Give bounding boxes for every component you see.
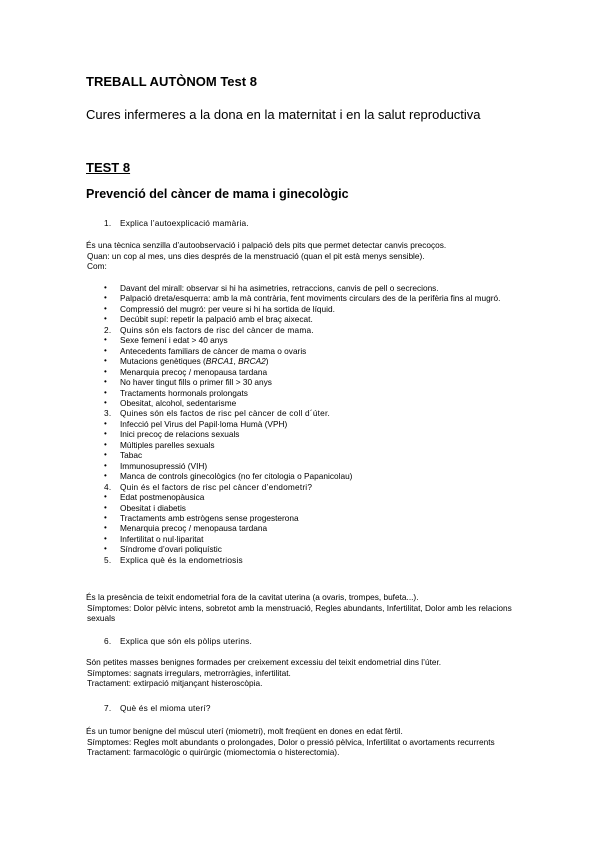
- bullet-text: Menarquia precoç / menopausa tardana: [120, 366, 268, 377]
- bullet-text: Obesitat, alcohol, sedentarisme: [120, 397, 237, 408]
- question-text: Quines són els factos de risc pel càncer de coll d´úter.: [120, 408, 330, 419]
- question-text: Explica que són els pòlips uterins.: [120, 636, 252, 646]
- bullet-item: [104, 523, 524, 533]
- bullet-text: Tractaments hormonals prolongats: [120, 387, 248, 398]
- answer-1: [86, 240, 526, 272]
- bullet-text: Davant del mirall: observar si hi ha asimetries, retraccions, canvis de pell o secrecions.: [120, 283, 439, 293]
- question-number: 1.: [104, 218, 112, 228]
- paragraph-line: Símptomes: Dolor pèlvic intens, sobretot amb la menstruació, Regles abundants, Infertilitat, Dolor amb les relacions sexuals: [87, 602, 512, 623]
- bullet-item: [104, 492, 524, 502]
- question-number: 4.: [104, 481, 112, 492]
- document-title: TREBALL AUTÒNOM Test 8: [86, 74, 257, 89]
- bullet-item: [104, 398, 524, 408]
- question-text: Quin és el factors de risc pel càncer d’endometri?: [120, 481, 313, 492]
- bullet-text: Tractaments amb estrògens sense progesterona: [120, 512, 299, 523]
- bullet-item: [104, 440, 524, 450]
- paragraph-line: És una tècnica senzilla d’autoobservació i palpació dels pits que permet detectar canvis precoços.: [86, 240, 447, 250]
- question-number: 2.: [104, 324, 112, 335]
- gene-name: BRCA2: [238, 356, 266, 367]
- bullet-item: [104, 335, 524, 345]
- gene-name: BRCA1: [205, 356, 234, 367]
- question-item: [104, 482, 524, 492]
- bullet-item: [104, 377, 524, 387]
- test-label: TEST 8: [86, 160, 131, 175]
- bullet-text: Manca de controls ginecològics (no fer citologia o Papanicolau): [120, 471, 353, 482]
- bullet-item: [104, 450, 524, 460]
- bullet-text: No haver tingut fills o primer fill > 30 anys: [120, 377, 272, 388]
- question-text: Què és el mioma uterí?: [120, 703, 211, 713]
- bullet-item: [104, 346, 524, 356]
- bullet-text: Edat postmenopàusica: [120, 492, 205, 503]
- bullet-text: Síndrome d’ovari poliquístic: [120, 544, 222, 555]
- answer-7: [86, 726, 526, 758]
- question-text: Explica què és la endometriosis: [120, 554, 243, 565]
- document-subtitle: Cures infermeres a la dona en la maternitat i en la salut reproductiva: [86, 107, 481, 122]
- paragraph-line: És la presència de teixit endometrial fora de la cavitat uterina (a ovaris, trompes, bufeta...).: [86, 592, 419, 602]
- question-number: 5.: [104, 554, 112, 565]
- bullet-text: Múltiples parelles sexuals: [120, 439, 215, 450]
- question-6: [104, 636, 252, 646]
- paragraph-line: És un tumor benigne del múscul uterí (miometri), molt freqüent en dones en edat fèrtil.: [86, 726, 403, 736]
- bullet-text: Mutacions genètiques (BRCA1, BRCA2): [120, 356, 269, 367]
- bullet-item: [104, 314, 524, 324]
- bullet-item: [104, 534, 524, 544]
- bullet-item: [104, 388, 524, 398]
- question-item: [104, 325, 524, 335]
- bullet-item: [104, 471, 524, 481]
- bullet-item: [104, 544, 524, 554]
- section-title: Prevenció del càncer de mama i ginecològic: [86, 187, 349, 201]
- bullet-text: Decúbit supí: repetir la palpació amb el braç aixecat.: [120, 314, 313, 325]
- bullet-item: [104, 429, 524, 439]
- question-1: [104, 218, 249, 228]
- paragraph-line: Símptomes: sagnats irregulars, metrorràgies, infertilitat.: [87, 667, 291, 678]
- question-7: [104, 703, 211, 713]
- bullet-item: [104, 419, 524, 429]
- bullet-item: [104, 461, 524, 471]
- question-number: 6.: [104, 636, 112, 646]
- answer-6: [86, 657, 526, 689]
- answer-5: [86, 592, 526, 624]
- bullet-text: Inici precoç de relacions sexuals: [120, 429, 240, 440]
- paragraph-line: Com:: [87, 261, 107, 271]
- paragraph-line: Són petites masses benignes formades per creixement excessiu del teixit endometrial dins l’úter.: [86, 657, 442, 667]
- question-number: 3.: [104, 408, 112, 419]
- bullet-text: Immunosupressió (VIH): [120, 460, 208, 471]
- bullet-item: [104, 367, 524, 377]
- bullet-text: Tabac: [120, 450, 143, 461]
- question-text: Quins són els factors de risc del càncer de mama.: [120, 324, 314, 335]
- bullet-text: Infecció pel Virus del Papil·loma Humà (VPH): [120, 418, 288, 429]
- bullet-text: Palpació dreta/esquerra: amb la mà contrària, fent moviments circulars des de la perifèria fins al mugró.: [120, 293, 501, 304]
- paragraph-line: Símptomes: Regles molt abundants o prolongades, Dolor o pressió pèlvica, Infertilitat o avortaments recurrents Tractament: farmacològic o quirúrgic (miomectomia o histerectomia).: [87, 736, 495, 757]
- bullet-item: [104, 356, 524, 366]
- bullet-item: [104, 283, 524, 293]
- bullet-text: Infertilitat o nul·liparitat: [120, 533, 204, 544]
- paragraph-line: Tractament: extirpació mitjançant histeroscòpia.: [87, 678, 263, 688]
- bullet-item: [104, 304, 524, 314]
- bullet-text: Antecedents familiars de càncer de mama o ovaris: [120, 345, 307, 356]
- question-item: [104, 408, 524, 418]
- question-item: [104, 555, 524, 565]
- bullet-text: Sexe femení i edat > 40 anys: [120, 335, 228, 346]
- paragraph-line: Quan: un cop al mes, uns dies després de la menstruació (quan el pit està menys sensible).: [87, 250, 425, 261]
- bullet-item: [104, 513, 524, 523]
- risk-factors-list: [104, 283, 524, 565]
- bullet-item: [104, 293, 524, 303]
- bullet-text: Compressió del mugró: per veure si hi ha sortida de líquid.: [120, 303, 335, 314]
- bullet-item: [104, 503, 524, 513]
- bullet-text: Obesitat i diabetis: [120, 502, 186, 513]
- question-text: Explica l’autoexplicació mamària.: [120, 218, 249, 228]
- question-number: 7.: [104, 703, 112, 713]
- bullet-text: Menarquia precoç / menopausa tardana: [120, 523, 268, 534]
